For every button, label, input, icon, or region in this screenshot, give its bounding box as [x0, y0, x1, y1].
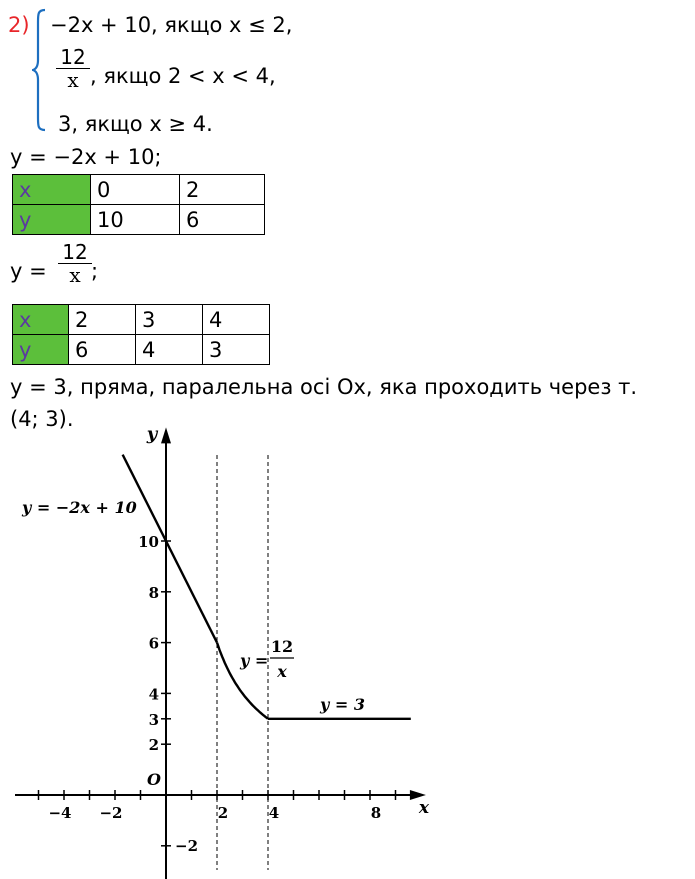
label-hyperbola-lhs: y = — [240, 651, 269, 670]
y-tick-label: 10 — [138, 533, 159, 551]
y-axis-arrow — [161, 427, 171, 443]
equation-linear: y = −2x + 10; — [10, 145, 162, 169]
equation-hyperbola-lhs: y = — [10, 259, 47, 283]
x-tick-label: −2 — [99, 804, 123, 822]
fraction-numerator: 12 — [62, 240, 88, 264]
table-header-x: x — [13, 305, 69, 335]
table-header-y: y — [13, 205, 91, 235]
y-tick-label: 6 — [148, 634, 159, 653]
system-line-1: −2x + 10, якщо x ≤ 2, — [50, 13, 293, 37]
system-line-2: , якщо 2 < x < 4, — [90, 64, 276, 88]
description-line-1: y = 3, пряма, паралельна осі Ох, яка проходить через т. — [10, 375, 638, 399]
label-hyperbola-numerator: 12 — [270, 637, 294, 656]
table-cell: 2 — [69, 305, 136, 335]
table-cell: 4 — [136, 335, 203, 365]
table-cell: 4 — [203, 305, 270, 335]
table-cell: 2 — [180, 175, 265, 205]
y-tick-label: −2 — [175, 836, 199, 855]
table-cell: 0 — [91, 175, 180, 205]
description-line-2: (4; 3). — [10, 407, 74, 431]
fraction-numerator: 12 — [60, 45, 86, 69]
y-tick-label: 2 — [148, 736, 159, 755]
equation-hyperbola-end: ; — [91, 259, 99, 283]
table-header-y: y — [13, 335, 69, 365]
origin-label: O — [147, 770, 161, 789]
label-hyperbola-denominator: x — [277, 662, 287, 681]
fraction-denominator: x — [69, 263, 81, 287]
y-tick-label: 3 — [148, 710, 159, 729]
table-cell: 6 — [69, 335, 136, 365]
graph-line-linear — [123, 455, 217, 643]
y-axis-label: y — [146, 423, 158, 445]
label-linear-function: y = −2x + 10 — [22, 498, 137, 517]
system-line-3: 3, якщо x ≥ 4. — [58, 112, 213, 136]
y-tick-label: 8 — [148, 583, 159, 602]
table-cell: 6 — [180, 205, 265, 235]
problem-number: 2) — [8, 13, 30, 37]
table-cell: 3 — [203, 335, 270, 365]
x-tick-label: 2 — [217, 804, 229, 822]
table-header-x: x — [13, 175, 91, 205]
x-tick-label: 8 — [370, 804, 382, 822]
x-tick-label: −4 — [48, 804, 72, 822]
x-axis-label: x — [418, 798, 429, 818]
fraction-denominator: x — [67, 68, 79, 92]
label-constant-function: y = 3 — [320, 695, 365, 714]
table-cell: 10 — [91, 205, 180, 235]
table-cell: 3 — [136, 305, 203, 335]
x-tick-label: 4 — [268, 804, 280, 822]
y-tick-label: 4 — [148, 685, 159, 704]
